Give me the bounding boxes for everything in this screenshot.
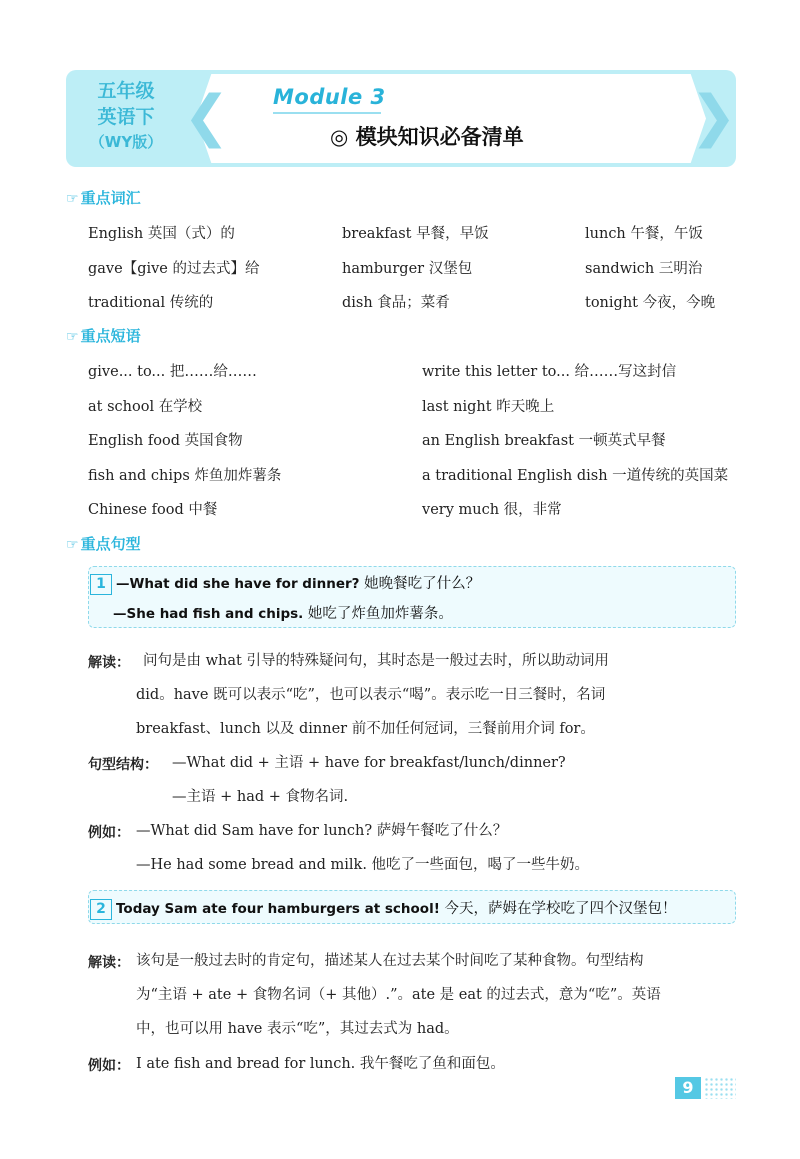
explain-line: 该句是一般过去时的肯定句，描述某人在过去某个时间吃了某种食物。句型结构: [136, 953, 644, 969]
example-line: —What did Sam have for lunch? 萨姆午餐吃了什么？: [136, 823, 508, 839]
sentence-2-en: Today Sam ate four hamburgers at school!: [116, 901, 440, 917]
phrase-item: at school 在学校: [88, 399, 203, 415]
vocab-item: hamburger 汉堡包: [342, 261, 473, 277]
structure-label: 句型结构：: [88, 757, 158, 773]
module-title: Module 3: [273, 85, 386, 109]
sentence-1-question: [90, 572, 480, 595]
page-title: ◎ 模块知识必备清单: [330, 125, 524, 149]
phrase-item: Chinese food 中餐: [88, 502, 218, 518]
chevron-left-icon: ❮: [183, 84, 230, 149]
section-sentence-title: 重点句型: [80, 535, 141, 553]
vocab-item: English 英国（式）的: [88, 226, 235, 242]
phrase-item: an English breakfast 一顿英式早餐: [422, 433, 666, 449]
pointing-hand-icon: ☞: [66, 537, 79, 553]
section-vocab-heading: [66, 187, 141, 208]
explain-line: breakfast、lunch 以及 dinner 前不加任何冠词，三餐前用介词 for。: [136, 721, 595, 737]
module-underline: [273, 112, 381, 114]
vocab-item: dish 食品；菜肴: [342, 295, 450, 311]
page-number: 9: [675, 1077, 701, 1099]
pointing-hand-icon: ☞: [66, 191, 79, 207]
vocab-item: tonight 今夜，今晚: [585, 295, 716, 311]
example-label: 例如：: [88, 1058, 130, 1074]
sentence-1-answer-cn: 她吃了炸鱼加炸薯条。: [307, 606, 453, 622]
pointing-hand-icon: ☞: [66, 329, 79, 345]
edition-text: （WY版）: [89, 133, 163, 151]
sentence-1-question-en: —What did she have for dinner?: [116, 576, 360, 592]
grade-label: [76, 78, 176, 154]
sentence-2: [90, 897, 676, 920]
sentence-number-badge: 1: [90, 574, 112, 595]
explain-line: 为“主语 + ate + 食物名词（+ 其他）.”。ate 是 eat 的过去式，意为“吃”。英语: [136, 987, 661, 1003]
vocab-item: breakfast 早餐，早饭: [342, 226, 489, 242]
sentence-1-question-cn: 她晚餐吃了什么？: [364, 576, 481, 592]
example-line: I ate fish and bread for lunch. 我午餐吃了鱼和面包。: [136, 1056, 505, 1072]
phrase-item: very much 很，非常: [422, 502, 562, 518]
explain-line: 问句是由 what 引导的特殊疑问句，其时态是一般过去时，所以助动词用: [143, 653, 609, 669]
sentence-1-answer-en: —She had fish and chips.: [113, 606, 304, 622]
explain-line: did。have 既可以表示“吃”，也可以表示“喝”。表示吃一日三餐时，名词: [136, 687, 606, 703]
phrase-item: give... to... 把……给……: [88, 364, 257, 380]
section-phrase-title: 重点短语: [80, 327, 141, 345]
example-label: 例如：: [88, 825, 130, 841]
sentence-number-badge: 2: [90, 899, 112, 920]
explain-label: 解读：: [88, 655, 130, 671]
phrase-item: last night 昨天晚上: [422, 399, 555, 415]
structure-line: —主语 + had + 食物名词.: [172, 789, 349, 805]
example-line: —He had some bread and milk. 他吃了一些面包，喝了一些牛奶。: [136, 857, 590, 873]
phrase-item: English food 英国食物: [88, 433, 243, 449]
structure-line: —What did + 主语 + have for breakfast/lunch/dinner?: [172, 755, 566, 771]
phrase-item: fish and chips 炸鱼加炸薯条: [88, 468, 282, 484]
phrase-item: a traditional English dish 一道传统的英国菜: [422, 468, 729, 484]
subject-text: 英语下: [97, 106, 155, 128]
section-phrase-heading: [66, 325, 141, 346]
explain-line: 中，也可以用 have 表示“吃”，其过去式为 had。: [136, 1021, 459, 1037]
vocab-item: traditional 传统的: [88, 295, 214, 311]
sentence-1-answer: [113, 602, 453, 623]
sentence-2-cn: 今天，萨姆在学校吃了四个汉堡包！: [444, 901, 677, 917]
explain-label: 解读：: [88, 955, 130, 971]
section-sentence-heading: [66, 533, 141, 554]
phrase-item: write this letter to... 给……写这封信: [422, 364, 677, 380]
vocab-item: lunch 午餐，午饭: [585, 226, 703, 242]
section-vocab-title: 重点词汇: [80, 189, 141, 207]
dot-pattern-decoration: [704, 1077, 736, 1099]
grade-text: 五年级: [97, 80, 155, 102]
chevron-right-icon: ❯: [690, 84, 737, 149]
vocab-item: sandwich 三明治: [585, 261, 703, 277]
vocab-item: gave【give 的过去式】给: [88, 261, 260, 277]
